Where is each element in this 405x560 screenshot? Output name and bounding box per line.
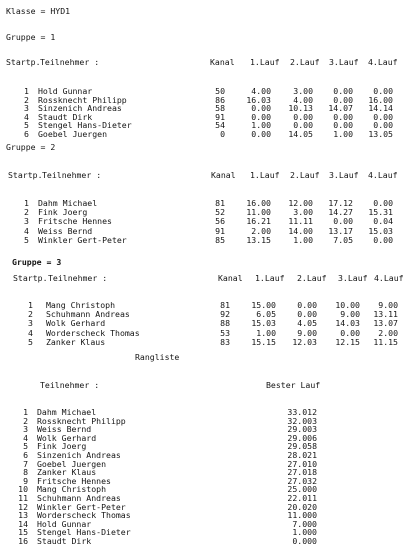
ranking-row-4-rank: 4: [23, 432, 28, 443]
header-lauf-1: 1.Lauf: [255, 273, 285, 283]
header-lauf-2: 2.Lauf: [290, 170, 320, 180]
group-3-row-4-startp: 4: [28, 327, 33, 338]
ranking-row-6-rank: 6: [23, 450, 28, 460]
group-3-row-5-l1: 15.15: [251, 336, 276, 347]
group-1-row-4-l1: 0.00: [251, 111, 271, 122]
group-1-row-4-kanal: 91: [215, 111, 225, 122]
header-kanal: Kanal: [210, 57, 235, 67]
class-heading: Klasse = HYD1: [6, 6, 71, 16]
ranking-row-7-best: 27.010: [287, 458, 317, 469]
group-1-row-2-startp: 2: [24, 94, 29, 105]
group-1-row-3-l2: 10.13: [288, 103, 313, 114]
group-1-row-5-l3: 0.00: [333, 120, 353, 131]
group-1-row-6-l2: 14.05: [288, 129, 313, 139]
group-1-row-6-startp: 6: [24, 129, 29, 139]
header-lauf-1: 1.Lauf: [250, 57, 280, 67]
group-3-row-5-l2: 12.03: [292, 336, 317, 347]
group-3-row-3-name: Wolk Gerhard: [46, 318, 106, 329]
group-2-row-1-l2: 12.00: [288, 198, 313, 208]
ranking-row-16-name: Staudt Dirk: [37, 536, 92, 546]
group-1-row-4-l4: 0.00: [373, 111, 393, 122]
ranking-row-3-best: 29.003: [287, 424, 317, 435]
ranking-row-12-best: 20.020: [287, 501, 317, 512]
group-3-row-1-l4: 9.00: [378, 300, 398, 310]
group-1-row-5-l1: 1.00: [251, 120, 271, 131]
group-2-row-2-startp: 2: [24, 207, 29, 218]
group-2-row-5-kanal: 85: [215, 234, 225, 245]
header-lauf-3: 3.Lauf: [329, 57, 359, 67]
ranking-row-7-rank: 7: [23, 458, 28, 469]
group-1-row-6-kanal: 0: [220, 129, 225, 139]
group-1-row-1-startp: 1: [24, 86, 29, 96]
ranking-header-teilnehmer: Teilnehmer :: [40, 380, 100, 390]
ranking-row-2-rank: 2: [23, 415, 28, 426]
group-1-row-6-l1: 0.00: [251, 129, 271, 139]
ranking-row-12-name: Winkler Gert-Peter: [37, 501, 126, 512]
ranking-row-8-best: 27.018: [287, 467, 317, 478]
ranking-row-11-rank: 11: [18, 493, 28, 503]
group-3-row-1-l3: 10.00: [335, 300, 360, 310]
header-startp: Startp.: [6, 57, 41, 67]
ranking-row-12-rank: 12: [18, 501, 28, 512]
ranking-row-13-best: 11.000: [287, 510, 317, 521]
group-2-row-5-l1: 13.15: [246, 234, 271, 245]
group-2-row-1-l3: 17.12: [328, 198, 353, 208]
group-3-row-1-name: Mang Christoph: [46, 300, 116, 310]
group-3-row-1-startp: 1: [28, 300, 33, 310]
group-1-title: Gruppe = 1: [6, 32, 56, 42]
group-2-row-1-l4: 0.00: [373, 198, 393, 208]
ranking-row-2-best: 32.003: [287, 415, 317, 426]
group-2-row-1-kanal: 81: [215, 198, 225, 208]
ranking-row-16-best: 0.000: [292, 536, 317, 546]
group-1-row-1-l2: 3.00: [293, 86, 313, 96]
group-2-row-4-l1: 2.00: [251, 225, 271, 236]
group-1-row-4-l2: 0.00: [293, 111, 313, 122]
header-lauf-2: 2.Lauf: [297, 273, 327, 283]
group-3-row-2-name: Schuhmann Andreas: [46, 309, 130, 320]
ranking-row-6-name: Sinzenich Andreas: [37, 450, 121, 460]
group-1-row-1-l3: 0.00: [333, 86, 353, 96]
group-2-row-3-startp: 3: [24, 216, 29, 227]
ranking-row-3-rank: 3: [23, 424, 28, 435]
ranking-row-3-name: Weiss Bernd: [37, 424, 92, 435]
group-3-row-4-l2: 9.00: [297, 327, 317, 338]
group-2-row-4-name: Weiss Bernd: [38, 225, 93, 236]
ranking-row-9-best: 27.032: [287, 475, 317, 486]
header-lauf-4: 4.Lauf: [374, 273, 404, 283]
group-2-row-3-l4: 0.04: [373, 216, 393, 227]
group-1-row-3-startp: 3: [24, 103, 29, 114]
group-1-row-6-name: Goebel Juergen: [38, 129, 108, 139]
group-2-row-4-kanal: 91: [215, 225, 225, 236]
group-2-row-5-startp: 5: [24, 234, 29, 245]
group-3-row-5-l4: 11.15: [373, 336, 398, 347]
header-lauf-4: 4.Lauf: [368, 170, 398, 180]
group-3-row-5-l3: 12.15: [335, 336, 360, 347]
ranking-row-7-name: Goebel Juergen: [37, 458, 107, 469]
ranking-header-bester-lauf: Bester Lauf: [266, 380, 321, 390]
ranking-row-8-rank: 8: [23, 467, 28, 478]
group-2-row-5-name: Winkler Gert-Peter: [38, 234, 127, 245]
group-2-row-2-name: Fink Joerg: [38, 207, 88, 218]
ranking-row-10-best: 25.000: [287, 484, 317, 495]
group-2-row-5-l3: 7.05: [333, 234, 353, 245]
group-1-row-1-kanal: 50: [215, 86, 225, 96]
group-1-row-4-startp: 4: [24, 111, 29, 122]
group-1-row-3-kanal: 58: [215, 103, 225, 114]
group-1-row-3-l3: 14.07: [328, 103, 353, 114]
group-1-row-1-l4: 0.00: [373, 86, 393, 96]
header-startp: Startp.: [13, 273, 48, 283]
group-3-row-3-l2: 4.05: [297, 318, 317, 329]
group-2-title: Gruppe = 2: [6, 142, 56, 152]
group-2-row-4-l4: 15.03: [368, 225, 393, 236]
ranking-row-5-rank: 5: [23, 441, 28, 452]
header-lauf-2: 2.Lauf: [290, 57, 320, 67]
header-lauf-3: 3.Lauf: [338, 273, 368, 283]
group-3-title: Gruppe = 3: [12, 257, 62, 267]
group-2-row-2-l4: 15.31: [368, 207, 393, 218]
ranking-row-13-rank: 13: [18, 510, 28, 521]
group-3-row-4-kanal: 53: [220, 327, 230, 338]
ranking-row-9-rank: 9: [23, 475, 28, 486]
group-2-row-4-l2: 14.00: [288, 225, 313, 236]
group-1-row-6-l4: 13.05: [368, 129, 393, 139]
ranking-row-1-rank: 1: [23, 407, 28, 417]
group-3-row-3-kanal: 88: [220, 318, 230, 329]
group-3-row-4-l3: 0.00: [340, 327, 360, 338]
group-2-row-4-startp: 4: [24, 225, 29, 236]
group-1-row-2-l2: 4.00: [293, 94, 313, 105]
group-2-row-3-l3: 0.00: [333, 216, 353, 227]
group-1-row-2-l3: 0.00: [333, 94, 353, 105]
ranking-row-15-best: 1.000: [292, 527, 317, 538]
group-1-row-3-l1: 0.00: [251, 103, 271, 114]
header-lauf-4: 4.Lauf: [368, 57, 398, 67]
group-1-row-3-l4: 14.14: [368, 103, 393, 114]
group-1-row-5-l2: 0.00: [293, 120, 313, 131]
group-2-row-3-kanal: 56: [215, 216, 225, 227]
group-3-row-5-startp: 5: [28, 336, 33, 347]
ranking-row-5-best: 29.058: [287, 441, 317, 452]
group-2-row-2-l3: 14.27: [328, 207, 353, 218]
ranking-row-10-name: Mang Christoph: [37, 484, 107, 495]
group-1-row-6-l3: 1.00: [333, 129, 353, 139]
group-3-row-2-startp: 2: [28, 309, 33, 320]
group-3-row-1-kanal: 81: [220, 300, 230, 310]
ranking-row-13-name: Worderscheck Thomas: [37, 510, 131, 521]
group-2-row-2-l2: 3.00: [293, 207, 313, 218]
group-1-row-5-startp: 5: [24, 120, 29, 131]
group-3-row-1-l1: 15.00: [251, 300, 276, 310]
group-1-row-2-name: Rossknecht Philipp: [38, 94, 127, 105]
ranking-row-2-name: Rossknecht Philipp: [37, 415, 126, 426]
ranking-row-11-best: 22.011: [287, 493, 317, 503]
group-3-row-2-kanal: 92: [220, 309, 230, 320]
ranking-row-5-name: Fink Joerg: [37, 441, 87, 452]
group-3-row-3-startp: 3: [28, 318, 33, 329]
ranking-row-8-name: Zanker Klaus: [37, 467, 97, 478]
group-3-row-2-l3: 9.00: [340, 309, 360, 320]
ranking-row-16-rank: 16: [18, 536, 28, 546]
group-1-row-5-name: Stengel Hans-Dieter: [38, 120, 132, 131]
group-2-row-5-l2: 1.00: [293, 234, 313, 245]
ranking-row-4-name: Wolk Gerhard: [37, 432, 97, 443]
header-lauf-3: 3.Lauf: [329, 170, 359, 180]
group-1-row-4-l3: 0.00: [333, 111, 353, 122]
group-1-row-1-name: Hold Gunnar: [38, 86, 93, 96]
group-3-row-3-l3: 14.03: [335, 318, 360, 329]
ranking-row-4-best: 29.006: [287, 432, 317, 443]
ranking-row-15-name: Stengel Hans-Dieter: [37, 527, 131, 538]
group-1-row-5-kanal: 54: [215, 120, 225, 131]
group-2-row-4-l3: 13.17: [328, 225, 353, 236]
ranking-row-14-name: Hold Gunnar: [37, 518, 92, 529]
group-2-row-1-l1: 16.00: [246, 198, 271, 208]
group-3-row-4-l4: 2.00: [378, 327, 398, 338]
group-1-row-2-l4: 16.00: [368, 94, 393, 105]
group-3-row-3-l1: 15.03: [251, 318, 276, 329]
group-3-row-4-l1: 1.00: [256, 327, 276, 338]
header-teilnehmer: Teilnehmer :: [48, 273, 108, 283]
ranking-row-9-name: Fritsche Hennes: [37, 475, 111, 486]
ranking-row-14-rank: 14: [18, 518, 28, 529]
group-3-row-5-name: Zanker Klaus: [46, 336, 106, 347]
group-1-row-1-l1: 4.00: [251, 86, 271, 96]
group-3-row-2-l4: 13.11: [373, 309, 398, 320]
ranking-row-10-rank: 10: [18, 484, 28, 495]
group-2-row-1-startp: 1: [24, 198, 29, 208]
group-1-row-3-name: Sinzenich Andreas: [38, 103, 122, 114]
group-1-row-2-l1: 16.03: [246, 94, 271, 105]
group-2-row-2-kanal: 52: [215, 207, 225, 218]
header-teilnehmer: Teilnehmer :: [42, 170, 102, 180]
group-2-row-3-l1: 16.21: [246, 216, 271, 227]
group-2-row-2-l1: 11.00: [246, 207, 271, 218]
header-kanal: Kanal: [218, 273, 243, 283]
ranking-row-11-name: Schuhmann Andreas: [37, 493, 121, 503]
ranking-row-14-best: 7.000: [292, 518, 317, 529]
ranking-row-6-best: 28.021: [287, 450, 317, 460]
group-2-row-3-l2: 11.11: [288, 216, 313, 227]
group-3-row-2-l1: 6.05: [256, 309, 276, 320]
group-1-row-2-kanal: 86: [215, 94, 225, 105]
header-startp: Startp.: [8, 170, 43, 180]
group-1-row-4-name: Staudt Dirk: [38, 111, 93, 122]
group-2-row-1-name: Dahm Michael: [38, 198, 98, 208]
ranking-title: Rangliste: [135, 352, 180, 362]
header-lauf-1: 1.Lauf: [250, 170, 280, 180]
group-3-row-2-l2: 0.00: [297, 309, 317, 320]
group-3-row-4-name: Worderscheck Thomas: [46, 327, 140, 338]
ranking-row-15-rank: 15: [18, 527, 28, 538]
header-kanal: Kanal: [211, 170, 236, 180]
header-teilnehmer: Teilnehmer :: [40, 57, 100, 67]
ranking-row-1-name: Dahm Michael: [37, 407, 97, 417]
ranking-row-1-best: 33.012: [287, 407, 317, 417]
group-2-row-5-l4: 0.00: [373, 234, 393, 245]
group-1-row-5-l4: 0.00: [373, 120, 393, 131]
group-2-row-3-name: Fritsche Hennes: [38, 216, 112, 227]
group-3-row-1-l2: 0.00: [297, 300, 317, 310]
group-3-row-5-kanal: 83: [220, 336, 230, 347]
group-3-row-3-l4: 13.07: [373, 318, 398, 329]
